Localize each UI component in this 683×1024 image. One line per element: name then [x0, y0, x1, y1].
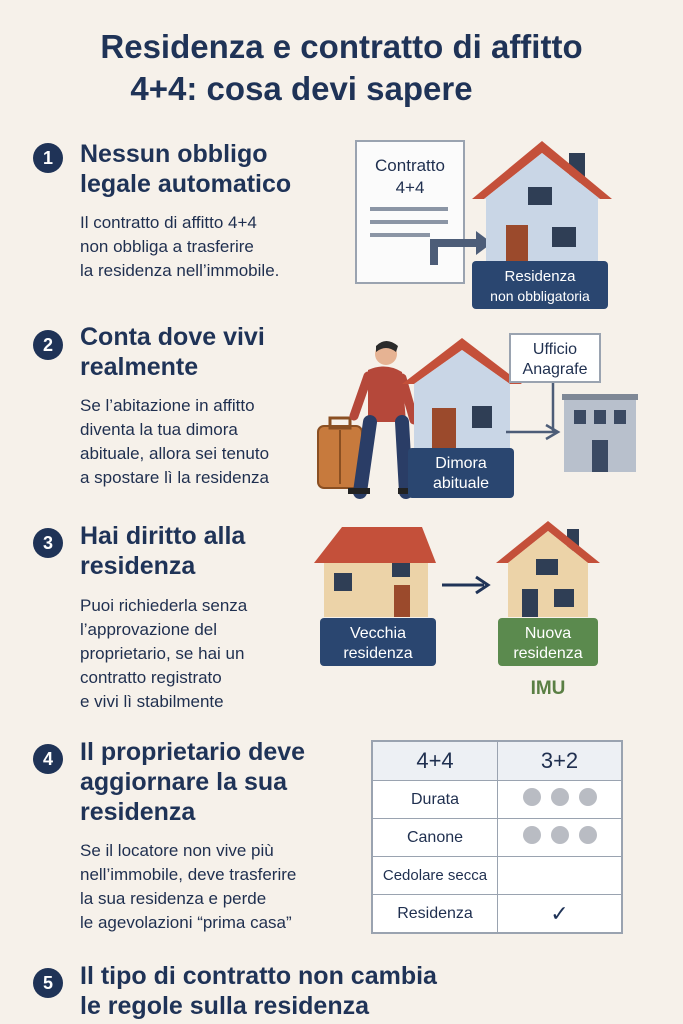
tag-dimora [408, 448, 514, 498]
row-label-cedolare: Cedolare secca [372, 857, 498, 895]
new-line-2: residenza [513, 645, 583, 662]
office-line-2: Anagrafe [522, 361, 588, 378]
section-heading-5: Il tipo di contratto non cambia le regole sulla residenza [80, 962, 437, 1020]
contract-doc-line-1: Contratto [375, 156, 445, 175]
office-line-1: Ufficio [532, 341, 578, 358]
rating-dot-icon [579, 788, 597, 806]
section-number-5: 5 [33, 968, 63, 998]
house-icon [314, 527, 436, 617]
row-value-cedolare [498, 857, 623, 895]
row-label-residenza: Residenza [372, 895, 498, 934]
section-number-3: 3 [33, 528, 63, 558]
table-header-4-4: 4+4 [372, 741, 498, 781]
row-label-durata: Durata [372, 781, 498, 819]
tag1-line-2: non obbligatoria [490, 288, 590, 304]
page-title [0, 26, 683, 110]
house-icon [496, 521, 600, 617]
section-text-3: Puoi richiederla senza l’approvazione del proprietario, se hai un contratto registrato e vivi lì stabilmente [80, 596, 248, 711]
section-number-2: 2 [33, 330, 63, 360]
section-heading-3: Hai diritto alla residenza [80, 522, 246, 580]
section-heading-1: Nessun obbligo legale automatico [80, 140, 292, 198]
section-heading-4: Il proprietario deve aggiornare la sua residenza [80, 738, 306, 826]
title-line-2: 4+4: cosa devi sapere [130, 70, 473, 107]
office-building-icon [562, 394, 638, 472]
table-row [372, 857, 622, 895]
rating-dot-icon [579, 826, 597, 844]
row-value-canone [498, 819, 623, 857]
table-row [372, 781, 622, 819]
table-header-row [372, 741, 622, 781]
section-number-4: 4 [33, 744, 63, 774]
tag-residenza [472, 261, 608, 309]
table-row [372, 895, 622, 934]
contract-comparison-table [371, 740, 623, 934]
arrow-icon [506, 380, 558, 439]
new-line-1: Nuova [524, 625, 572, 642]
office-label [510, 334, 600, 382]
rating-dot-icon [523, 788, 541, 806]
rating-dot-icon [551, 826, 569, 844]
old-line-1: Vecchia [349, 625, 407, 642]
rating-dot-icon [551, 788, 569, 806]
section-text-1: Il contratto di affitto 4+4 non obbliga a trasferire la residenza nell’immobile. [80, 213, 280, 280]
section-text-2: Se l’abitazione in affitto diventa la tua dimora abituale, allora sei tenuto a spostare lì la residenza [80, 396, 270, 487]
tag-nuova [498, 618, 598, 666]
row-value-residenza [498, 895, 623, 934]
old-line-2: residenza [343, 645, 413, 662]
document-icon [356, 141, 464, 283]
table-header-3-2: 3+2 [498, 741, 623, 781]
tag-vecchia [320, 618, 436, 666]
tag2-line-1: Dimora [435, 455, 487, 472]
section-heading-2: Conta dove vivi realmente [80, 323, 265, 381]
table-row [372, 819, 622, 857]
contract-doc-line-2: 4+4 [395, 178, 425, 197]
rating-dot-icon [523, 826, 541, 844]
section-text-4: Se il locatore non vive più nell’immobile, deve trasferire la sua residenza e perde le agevolazioni “prima casa” [80, 841, 297, 932]
title-line-1: Residenza e contratto di affitto [100, 28, 583, 65]
tag1-line-1: Residenza [504, 268, 576, 285]
row-value-durata [498, 781, 623, 819]
tag2-line-2: abituale [432, 475, 490, 492]
arrow-icon [442, 577, 488, 593]
illustration-move [310, 330, 650, 505]
checkmark-icon: ✓ [550, 900, 569, 926]
section-number-1: 1 [33, 143, 63, 173]
illustration-residence-change [312, 515, 612, 700]
row-label-canone: Canone [372, 819, 498, 857]
imu-label: IMU [530, 678, 566, 699]
illustration-contract-house [350, 135, 620, 315]
